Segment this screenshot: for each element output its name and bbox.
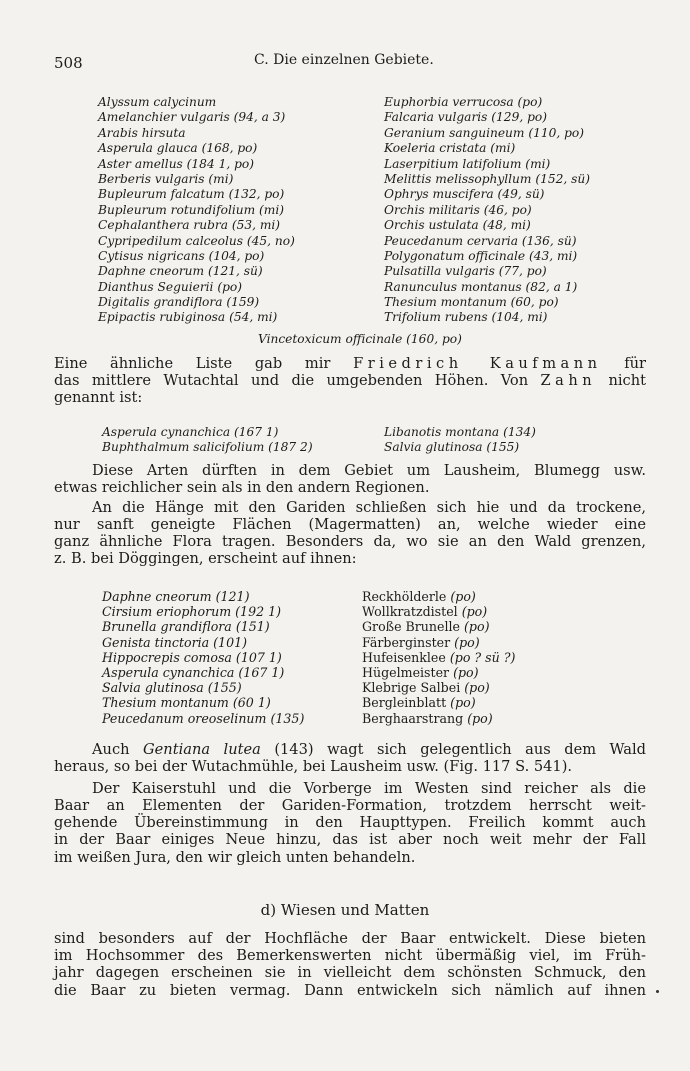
paragraph-kaiserstuhl-cont <box>54 797 646 866</box>
german-name: Wollkratzdistel <box>362 604 458 620</box>
species-entry: Polygonatum officinale (43, mi) <box>384 248 578 263</box>
species-entry: Digitalis grandiflora (159) <box>98 295 260 310</box>
german-name: Große Brunelle <box>362 619 460 635</box>
paragraph-kaiserstuhl <box>92 780 646 797</box>
species-entry: Berberis vulgaris (mi) <box>98 171 234 186</box>
paragraph-arten-cont <box>54 479 646 496</box>
species-entry: Koeleria cristata (mi) <box>384 141 516 156</box>
german-name-entry <box>362 711 515 726</box>
species-entry: Dianthus Seguierii (po) <box>98 279 242 294</box>
species-entry: Cirsium eriophorum (192 1) <box>102 604 282 620</box>
species-list-1-left <box>98 95 295 326</box>
text-segment: (143) wagt sich gelegentlich aus dem Wald <box>260 741 647 758</box>
species-entry: Daphne cneorum (121) <box>102 589 250 604</box>
region-code: (po ? sü ?) <box>449 649 516 665</box>
paragraph-magermatten-cont <box>54 516 646 568</box>
species-entry: Peucedanum cervaria (136, sü) <box>384 233 577 248</box>
species-entry: Hippocrepis comosa (107 1) <box>102 649 282 665</box>
paragraph-arten <box>92 462 646 479</box>
species-entry: Epipactis rubiginosa (54, mi) <box>98 310 278 325</box>
species-entry: Genista tinctoria (101) <box>102 634 248 650</box>
species-entry: Asperula glauca (168, po) <box>98 141 258 156</box>
german-name-entry <box>362 650 515 665</box>
species-entry: Asperula cynanchica (167 1) <box>102 425 279 439</box>
text-line: gehende Übereinstimmung in den Haupttypen. Freilich kommt auch <box>54 814 646 832</box>
species-entry: Amelanchier vulgaris (94, a 3) <box>98 110 286 125</box>
page-header <box>54 52 654 74</box>
text-line: z. B. bei Döggingen, erscheint auf ihnen: <box>54 550 357 568</box>
species-entry: Peucedanum oreoselinum (135) <box>102 710 305 726</box>
page-speck <box>656 990 659 993</box>
paragraph-wiesen <box>54 930 646 999</box>
species-entry: Libanotis montana (134) <box>384 425 536 439</box>
paragraph-magermatten <box>92 499 646 516</box>
species-entry: Bupleurum rotundifolium (mi) <box>98 202 285 217</box>
german-name: Klebrige Salbei <box>362 680 461 696</box>
species-entry: Daphne cneorum (121, sü) <box>98 264 263 279</box>
species-list-2-left <box>102 425 313 456</box>
running-title: C. Die einzelnen Gebiete. <box>254 52 434 68</box>
german-name: Berghaarstrang <box>362 710 464 726</box>
region-code: (po) <box>467 710 493 726</box>
german-name-entry <box>362 665 515 680</box>
text-line: An die Hänge mit den Gariden schließen sich hie und da trockene, <box>92 499 646 516</box>
german-name-entry <box>362 695 515 710</box>
species-entry: Alyssum calycinum <box>98 95 217 109</box>
paragraph-kaufmann <box>54 355 646 407</box>
region-code: (po) <box>450 589 476 604</box>
german-name: Hügelmeister <box>362 664 450 680</box>
species-entry: Buphthalmum salicifolium (187 2) <box>102 440 313 455</box>
species-entry: Cytisus nigricans (104, po) <box>98 248 265 263</box>
species-entry: Cypripedilum calceolus (45, no) <box>98 233 295 248</box>
text-line: genannt ist: <box>54 389 143 407</box>
region-code: (po) <box>464 680 490 696</box>
species-entry: Thesium montanum (60, po) <box>384 295 559 310</box>
species-list-1-right <box>384 95 590 326</box>
species-entry: Ophrys muscifera (49, sü) <box>384 187 545 202</box>
region-code: (po) <box>464 619 490 635</box>
german-name: Färberginster <box>362 634 451 650</box>
species-entry: Ranunculus montanus (82, a 1) <box>384 279 578 294</box>
species-entry: Orchis ustulata (48, mi) <box>384 218 531 233</box>
species-entry: Falcaria vulgaris (129, po) <box>384 110 547 125</box>
species-entry: Melittis melissophyllum (152, sü) <box>384 171 590 186</box>
species-entry: Euphorbia verrucosa (po) <box>384 95 543 109</box>
text-segment: nicht <box>596 372 646 390</box>
german-name-entry <box>362 604 515 619</box>
text-line: nur sanft geneigte Flächen (Magermatten) an, welche wieder eine <box>54 516 646 533</box>
text-line: etwas reichlicher sein als in den andern Regionen. <box>54 479 430 496</box>
german-name: Bergleinblatt <box>362 695 447 711</box>
german-name-entry <box>362 619 515 634</box>
text-line: heraus, so bei der Wutachmühle, bei Lausheim usw. (Fig. 117 S. 541). <box>54 758 573 775</box>
text-line: ganz ähnliche Flora tragen. Besonders da, wo sie an den Wald grenzen, <box>54 533 646 551</box>
species-list-1-last <box>258 332 462 347</box>
text-line: im weißen Jura, den wir gleich unten behandeln. <box>54 848 416 866</box>
species-entry: Asperula cynanchica (167 1) <box>102 664 285 680</box>
species-entry: Orchis militaris (46, po) <box>384 202 532 217</box>
section-heading: d) Wiesen und Matten <box>260 901 430 919</box>
text-segment: das mittlere Wutachtal und die umgebenden Höhen. Von <box>54 372 541 390</box>
text-line: Baar an Elementen der Gariden-Formation, trotzdem herrscht weit- <box>54 797 646 814</box>
species-entry: Trifolium rubens (104, mi) <box>384 310 548 325</box>
text-line: im Hochsommer des Bemerkenswerten nicht übermäßig viel, im Früh- <box>54 947 646 965</box>
text-line: Der Kaiserstuhl und die Vorberge im Westen sind reicher als die <box>92 780 646 797</box>
person-name: Zahn <box>540 372 597 390</box>
text-line: in der Baar einiges Neue hinzu, das ist aber noch weit mehr der Fall <box>54 831 646 849</box>
text-segment: Auch <box>92 741 144 758</box>
page-number: 508 <box>54 54 83 72</box>
text-line: jahr dagegen erscheinen sie in vielleicht dem schönsten Schmuck, den <box>54 964 646 982</box>
region-code: (po) <box>454 634 480 650</box>
species-list-2-right <box>384 425 536 456</box>
region-code: (po) <box>461 604 488 620</box>
species-entry: Cephalanthera rubra (53, mi) <box>98 218 281 233</box>
text-line: die Baar zu bieten vermag. Dann entwickeln sich nämlich auf ihnen <box>54 981 646 999</box>
text-segment: Eine ähnliche Liste gab mir <box>54 355 354 372</box>
german-name-entry <box>362 680 515 695</box>
species-list-3-latin <box>102 589 304 726</box>
species-entry: Salvia glutinosa (155) <box>102 680 242 696</box>
species-entry: Bupleurum falcatum (132, po) <box>98 187 285 202</box>
german-name: Reckhölderle <box>362 589 447 604</box>
person-name: Friedrich Kaufmann <box>353 355 602 372</box>
german-name-entry <box>362 635 515 650</box>
species-entry: Brunella grandiflora (151) <box>102 619 270 635</box>
species-list-3-german <box>362 589 515 726</box>
species-entry: Vincetoxicum officinale (160, po) <box>258 332 462 346</box>
species-entry: Laserpitium latifolium (mi) <box>384 156 551 171</box>
species-entry: Arabis hirsuta <box>98 125 186 140</box>
species-entry: Geranium sanguineum (110, po) <box>384 125 584 140</box>
region-code: (po) <box>453 664 479 680</box>
text-line: sind besonders auf der Hochfläche der Baar entwickelt. Diese bieten <box>54 930 646 947</box>
paragraph-gentiana-cont <box>54 758 646 775</box>
text-line: Diese Arten dürften in dem Gebiet um Lausheim, Blumegg usw. <box>92 462 646 479</box>
region-code: (po) <box>450 695 476 711</box>
paragraph-gentiana <box>92 741 646 758</box>
species-entry: Thesium montanum (60 1) <box>102 695 271 711</box>
species-entry: Pulsatilla vulgaris (77, po) <box>384 264 547 279</box>
species-entry: Aster amellus (184 1, po) <box>98 156 254 171</box>
text-segment: für <box>601 355 647 372</box>
species-entry: Salvia glutinosa (155) <box>384 440 520 455</box>
german-name: Hufeisenklee <box>362 649 446 665</box>
species-name: Gentiana lutea <box>143 741 261 758</box>
german-name-entry <box>362 589 515 604</box>
